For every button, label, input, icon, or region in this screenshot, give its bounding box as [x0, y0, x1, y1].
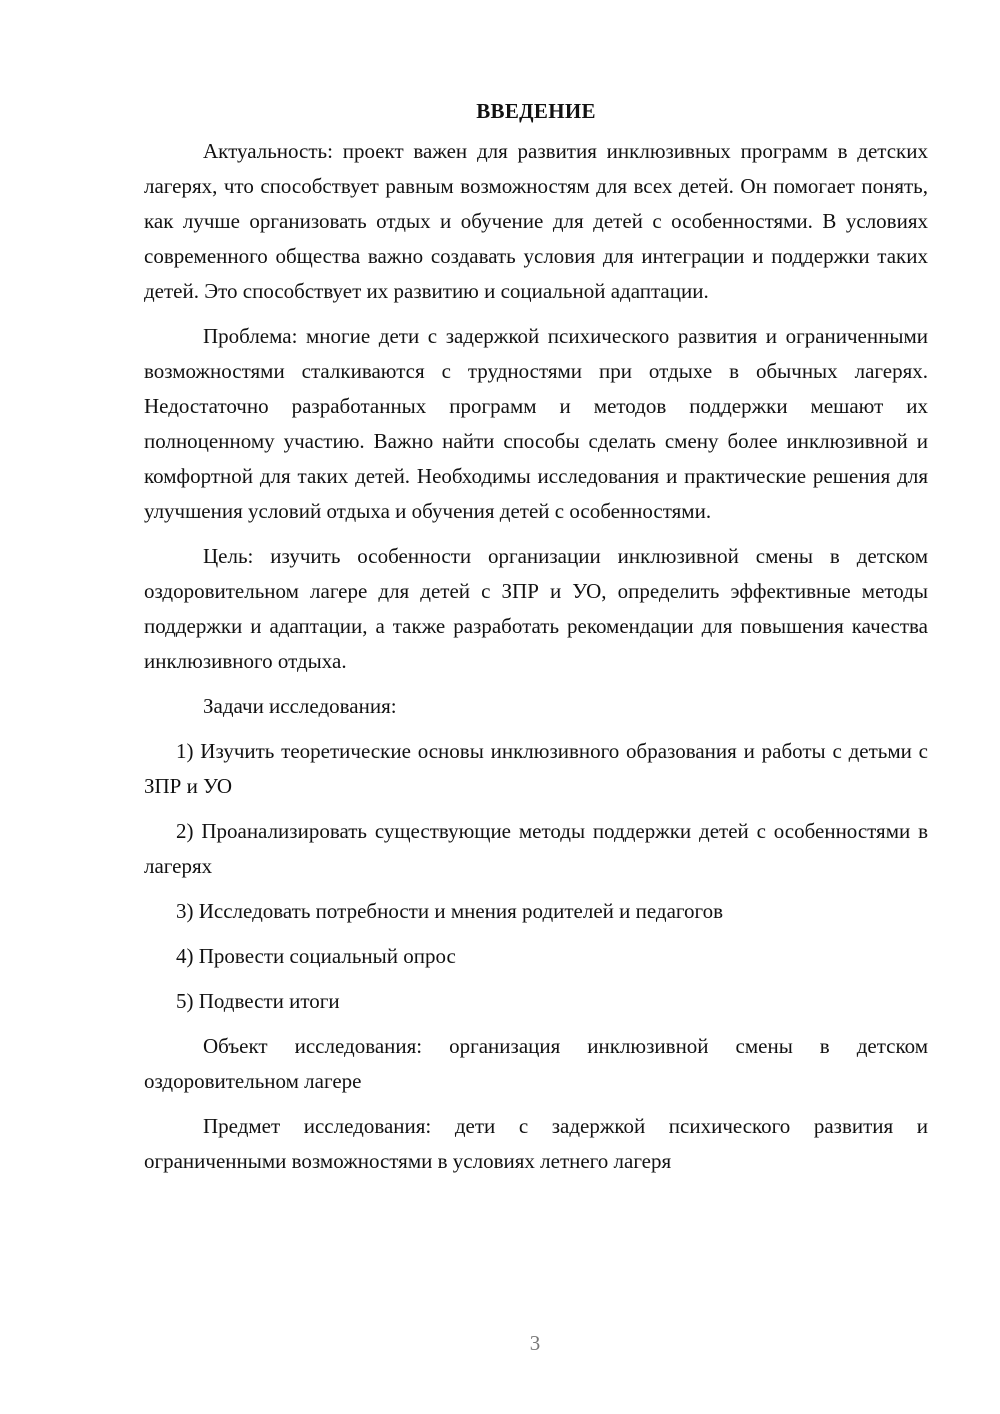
paragraph-goal: Цель: изучить особенности организации инклюзивной смены в детском оздоровительном лагере для детей с ЗПР и УО, определить эффективные методы поддержки и адаптации, а также разработать рекомендации для повышения качества инклюзивного отдыха. — [144, 544, 928, 673]
paragraph-problem: Проблема: многие дети с задержкой психического развития и ограниченными возможностями сталкиваются с трудностями при отдыхе в обычных лагерях. Недостаточно разработанных программ и методов поддержки мешают их полноценному участию. Важно найти способы сделать смену более инклюзивной и комфортной для таких детей. Необходимы исследования и практические решения для улучшения условий отдыха и обучения детей с особенностями. — [144, 324, 928, 523]
page-number: 3 — [529, 1331, 541, 1355]
list-item: 2) Проанализировать существующие методы поддержки детей с особенностями в лагерях — [144, 819, 928, 878]
paragraph-subject: Предмет исследования: дети с задержкой психического развития и ограниченными возможностями в условиях летнего лагеря — [144, 1114, 928, 1173]
paragraph-object: Объект исследования: организация инклюзивной смены в детском оздоровительном лагере — [144, 1034, 928, 1093]
list-item: 5) Подвести итоги — [176, 989, 340, 1013]
paragraph-relevance: Актуальность: проект важен для развития инклюзивных программ в детских лагерях, что способствует равным возможностям для всех детей. Он помогает понять, как лучше организовать отдых и обучение для детей с особенностями. В условиях современного общества важно создавать условия для интеграции и поддержки таких детей. Это способствует их развитию и социальной адаптации. — [144, 139, 928, 303]
document-page — [144, 96, 928, 1179]
list-item: 1) Изучить теоретические основы инклюзивного образования и работы с детьми с ЗПР и УО — [144, 739, 928, 798]
section-heading: ВВЕДЕНИЕ — [476, 99, 596, 123]
list-item: 3) Исследовать потребности и мнения родителей и педагогов — [176, 899, 724, 923]
list-item: 4) Провести социальный опрос — [176, 944, 456, 968]
tasks-title: Задачи исследования: — [203, 694, 397, 718]
